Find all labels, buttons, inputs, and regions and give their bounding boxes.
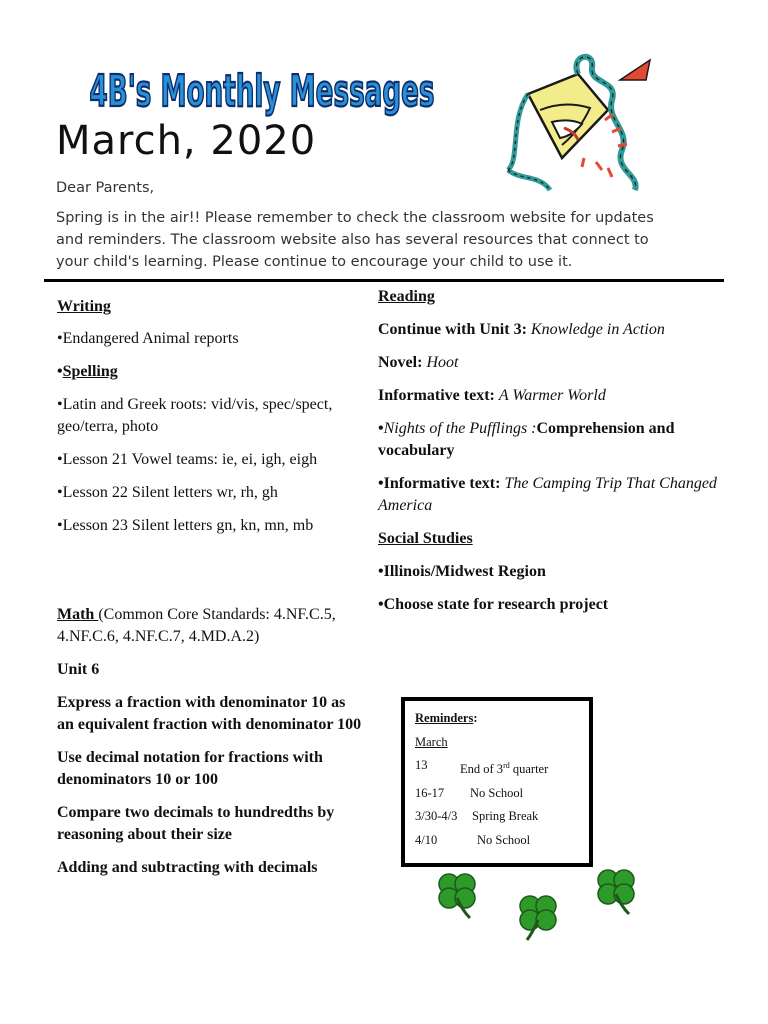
spelling-item: •Lesson 22 Silent letters wr, rh, gh bbox=[57, 484, 278, 501]
reminder-event bbox=[460, 754, 548, 782]
shamrock-icon bbox=[513, 890, 563, 942]
reminders-box bbox=[401, 697, 593, 867]
social-studies-item: •Choose state for research project bbox=[378, 596, 609, 613]
reminder-event-text: End of 3 bbox=[460, 762, 504, 777]
reading-heading: Reading bbox=[378, 288, 435, 305]
math-item: Use decimal notation for fractions with denominators 10 or 100 bbox=[57, 749, 323, 788]
spelling-heading-line bbox=[57, 361, 362, 383]
math-standards: (Common Core Standards: 4.NF.C.5, 4.NF.C.6, 4.NF.C.7, 4.MD.A.2) bbox=[57, 606, 336, 645]
math-unit: Unit 6 bbox=[57, 661, 100, 678]
reading-info1-label: Informative text: bbox=[378, 387, 499, 404]
divider-rule bbox=[44, 279, 724, 282]
reading-info2-title: The Camping Trip That Changed America bbox=[378, 475, 717, 514]
reminders-month: March bbox=[415, 734, 448, 749]
math-item: Compare two decimals to hundredths by reasoning about their size bbox=[57, 804, 335, 843]
social-studies-item: •Illinois/Midwest Region bbox=[378, 563, 546, 580]
reminder-event-text-end: quarter bbox=[509, 762, 549, 777]
reading-novel-label: Novel: bbox=[378, 354, 427, 371]
intro-paragraph: Spring is in the air!! Please remember to check the classroom website for updates and reminders. The classroom website also has several resources that connect to your child's learning. Please continue to encourage your child to use it. bbox=[56, 210, 654, 270]
reading-novel-title: Hoot bbox=[426, 354, 459, 371]
math-item: Express a fraction with denominator 10 as an equivalent fraction with denominator 100 bbox=[57, 694, 362, 733]
newsletter-banner bbox=[82, 56, 442, 126]
spelling-item: •Lesson 23 Silent letters gn, kn, mn, mb bbox=[57, 517, 314, 534]
pufflings-title: Nights of the Pufflings : bbox=[383, 420, 537, 437]
reminder-date: 16-17 bbox=[415, 785, 445, 800]
reminder-event-sup: rd bbox=[503, 761, 510, 770]
reading-novel bbox=[378, 352, 718, 374]
social-studies-heading: Social Studies bbox=[378, 530, 473, 547]
reading-unit-label: Continue with Unit 3: bbox=[378, 321, 531, 338]
shamrock-icon bbox=[432, 868, 482, 920]
reminders-title-colon: : bbox=[473, 711, 478, 725]
banner-title: 4B's Monthly Messages bbox=[89, 66, 435, 117]
reminder-row bbox=[415, 754, 589, 782]
reading-info2-label: •Informative text: bbox=[378, 475, 505, 492]
reminder-row bbox=[415, 782, 589, 806]
reminder-event: No School bbox=[477, 832, 531, 847]
reminders-title-line bbox=[415, 707, 589, 731]
reminder-event: No School bbox=[470, 785, 524, 800]
shamrock-icon bbox=[591, 864, 641, 916]
reminder-row bbox=[415, 805, 589, 829]
reminders-title: Reminders bbox=[415, 711, 474, 725]
reading-unit-title: Knowledge in Action bbox=[530, 321, 665, 338]
reminder-date: 13 bbox=[415, 758, 428, 772]
spelling-heading: Spelling bbox=[62, 363, 118, 380]
spelling-item: •Lesson 21 Vowel teams: ie, ei, igh, eigh bbox=[57, 451, 318, 468]
pufflings-bullet: • bbox=[378, 420, 384, 437]
writing-heading: Writing bbox=[57, 298, 111, 315]
pufflings-rest: Comprehension and vocabulary bbox=[378, 420, 675, 459]
reminder-date: 4/10 bbox=[415, 832, 438, 847]
reading-unit bbox=[378, 319, 718, 341]
math-heading: Math bbox=[57, 606, 99, 623]
reminder-row bbox=[415, 829, 589, 853]
spelling-item: •Latin and Greek roots: vid/vis, spec/spect, geo/terra, photo bbox=[57, 396, 333, 435]
writing-item: •Endangered Animal reports bbox=[57, 330, 239, 347]
greeting: Dear Parents, bbox=[56, 180, 155, 196]
math-heading-line bbox=[57, 604, 362, 648]
reading-informative-2 bbox=[378, 473, 718, 517]
right-column bbox=[378, 286, 718, 616]
spelling-bullet: • bbox=[57, 363, 63, 380]
reading-pufflings bbox=[378, 418, 718, 462]
left-column bbox=[57, 296, 362, 879]
reminder-date: 3/30-4/3 bbox=[415, 809, 458, 824]
math-item: Adding and subtracting with decimals bbox=[57, 859, 318, 876]
reminder-event: Spring Break bbox=[472, 809, 539, 824]
month-title: March, 2020 bbox=[56, 118, 317, 164]
reading-informative-1 bbox=[378, 385, 718, 407]
reading-info1-title: A Warmer World bbox=[498, 387, 606, 404]
